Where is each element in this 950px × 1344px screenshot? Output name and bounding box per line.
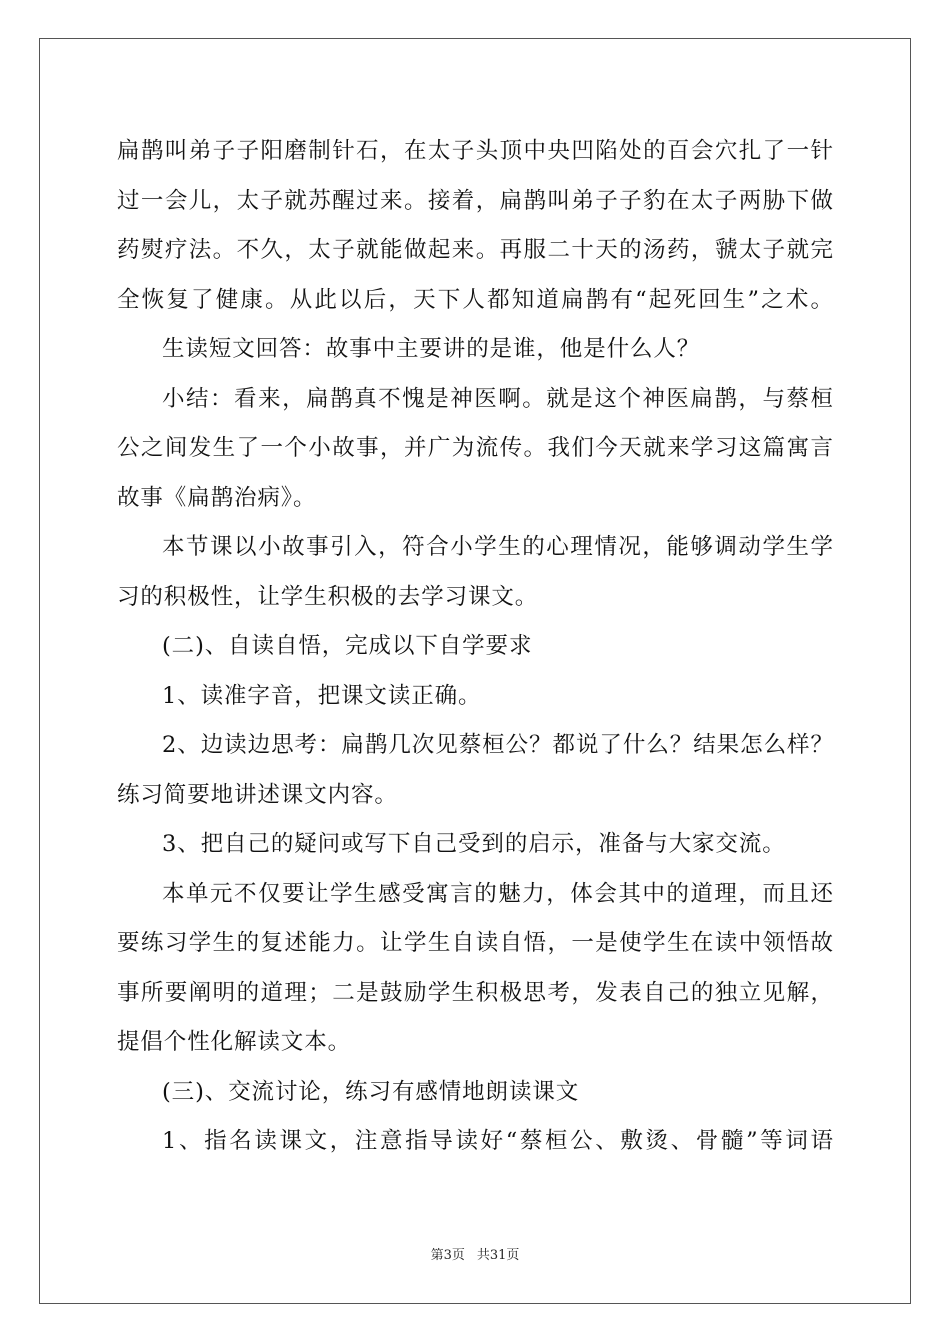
page-number: 第3页	[430, 1248, 465, 1263]
paragraph-line: 生读短文回答：故事中主要讲的是谁，他是什么人？	[162, 336, 701, 362]
paragraph-line: 药熨疗法。不久，太子就能做起来。再服二十天的汤药，虢太子就完	[117, 237, 833, 263]
paragraph-line: 提倡个性化解读文本。	[117, 1029, 352, 1055]
section-heading: (二)、自读自悟，完成以下自学要求	[162, 633, 533, 659]
paragraph-line: 要练习学生的复述能力。让学生自读自悟，一是使学生在读中领悟故	[117, 930, 833, 956]
paragraph-line: 小结：看来，扁鹊真不愧是神医啊。就是这个神医扁鹊，与蔡桓	[162, 385, 833, 412]
page-total: 共31页	[476, 1248, 520, 1263]
document-body	[117, 127, 833, 1167]
list-item: 1、读准字音，把课文读正确。	[162, 682, 482, 709]
paragraph-line: 公之间发生了一个小故事，并广为流传。我们今天就来学习这篇寓言	[117, 435, 833, 461]
list-item: 1、指名读课文，注意指导读好“蔡桓公、敷烫、骨髓”等词语	[162, 1128, 833, 1154]
paragraph-line: 扁鹊叫弟子子阳磨制针石，在太子头顶中央凹陷处的百会穴扎了一针	[117, 138, 833, 164]
paragraph-line: 练习简要地讲述课文内容。	[117, 781, 398, 808]
section-heading: (三)、交流讨论，练习有感情地朗读课文	[162, 1078, 580, 1105]
list-item: 2、边读边思考：扁鹊几次见蔡桓公？都说了什么？结果怎么样？	[162, 732, 833, 758]
paragraph-line: 事所要阐明的道理；二是鼓励学生积极思考，发表自己的独立见解，	[117, 979, 833, 1006]
paragraph-line: 本节课以小故事引入，符合小学生的心理情况，能够调动学生学	[162, 534, 833, 560]
paragraph-line: 本单元不仅要让学生感受寓言的魅力，体会其中的道理，而且还	[162, 880, 833, 907]
paragraph-line: 过一会儿，太子就苏醒过来。接着，扁鹊叫弟子子豹在太子两胁下做	[117, 187, 833, 214]
page-footer	[0, 1244, 950, 1263]
paragraph-line: 全恢复了健康。从此以后，天下人都知道扁鹊有“起死回生”之术。	[117, 286, 833, 313]
list-item: 3、把自己的疑问或写下自己受到的启示，准备与大家交流。	[162, 831, 786, 857]
paragraph-line: 故事《扁鹊治病》。	[117, 484, 317, 511]
paragraph-line: 习的积极性，让学生积极的去学习课文。	[117, 583, 539, 610]
